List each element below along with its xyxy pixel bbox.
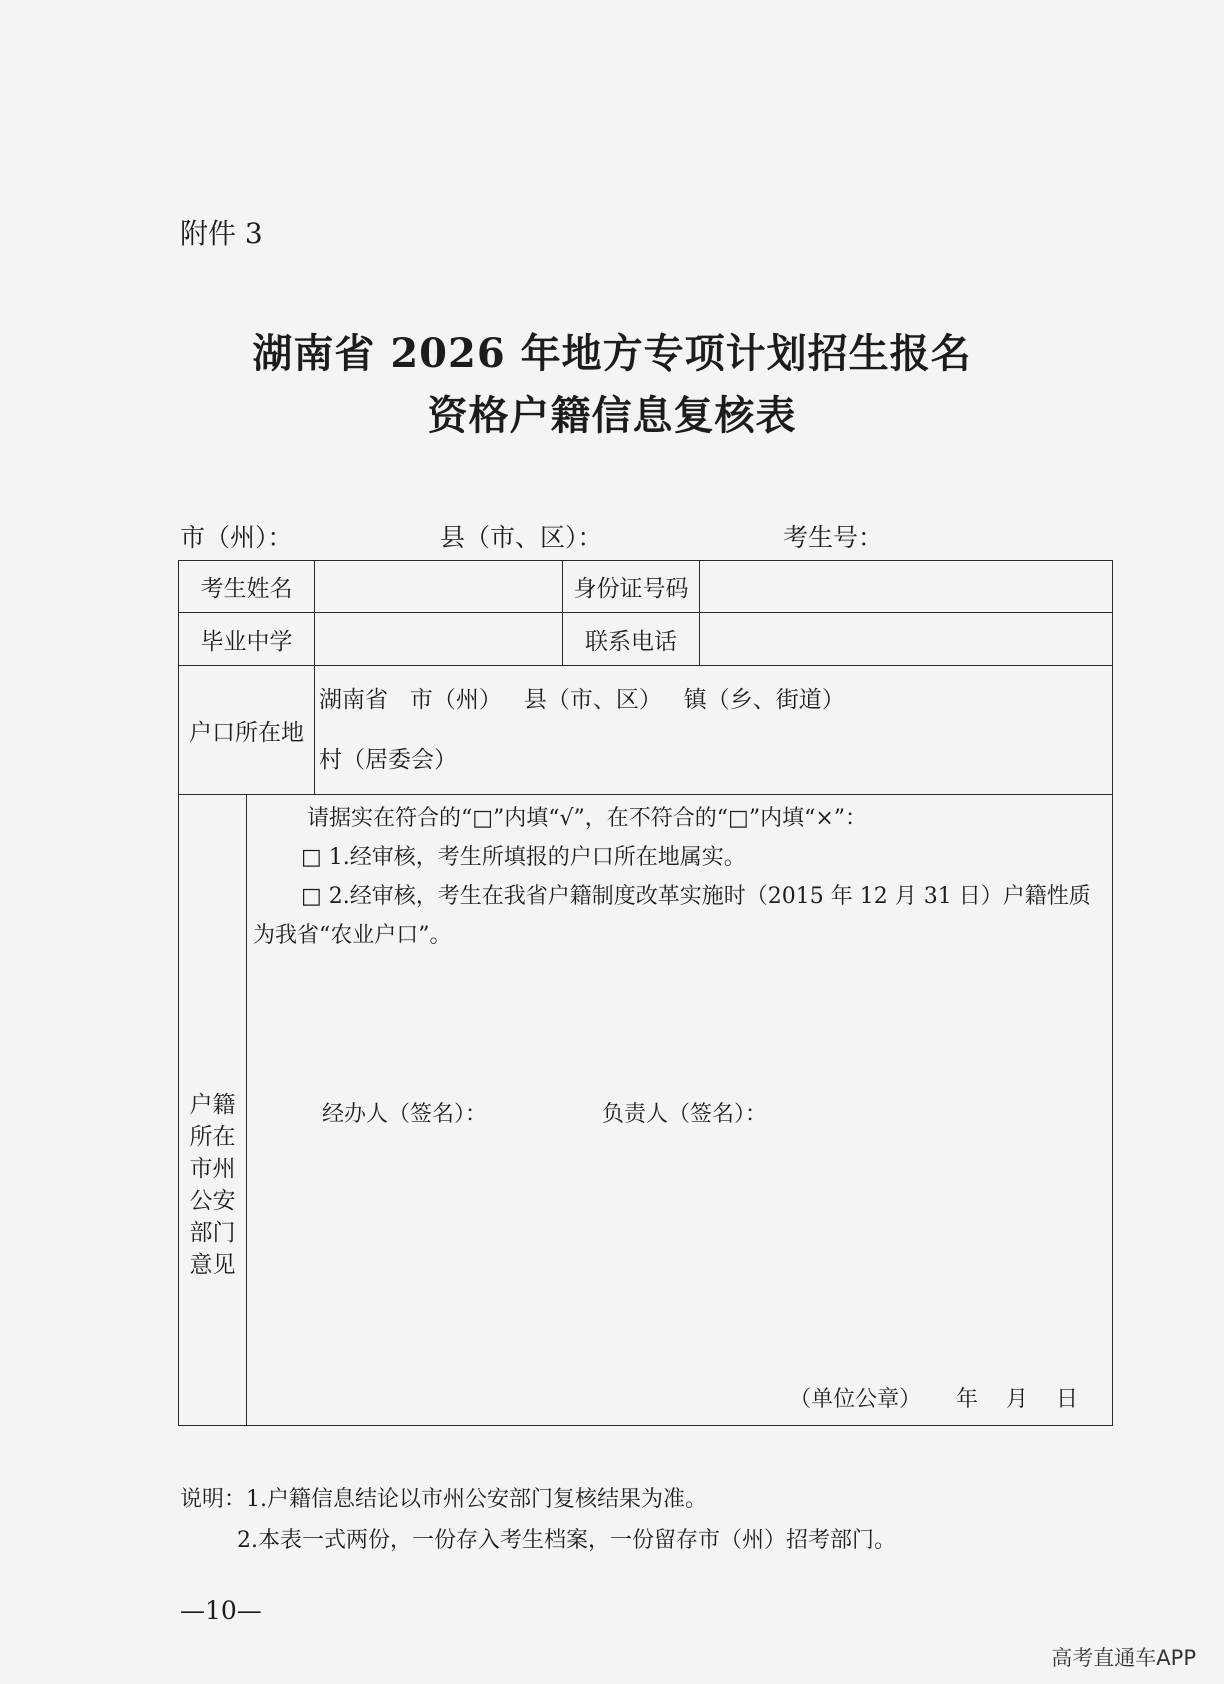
student-name-label: 考生姓名: [179, 561, 315, 613]
check-item-2-line2: 为我省“农业户口”。: [253, 923, 452, 948]
app-watermark: 高考直通车APP: [1051, 1646, 1196, 1670]
hukou-address-line1: 湖南省 市（州） 县（市、区） 镇（乡、街道）: [319, 687, 845, 713]
handler-signature-label: 经办人（签名）：: [322, 1102, 488, 1127]
hukou-location-cell: [315, 666, 1113, 795]
note-2: 2.本表一式两份，一份存入考生档案，一份留存市（州）招考部门。: [237, 1528, 896, 1553]
police-dept-opinion-cell: [247, 795, 1113, 1426]
phone-label: 联系电话: [563, 613, 700, 666]
verification-form-table: [178, 560, 1113, 1426]
note-1: 说明：1.户籍信息结论以市州公安部门复核结果为准。: [180, 1487, 707, 1512]
hukou-address-line2: 村（居委会）: [319, 747, 457, 773]
city-field-label: 市（州）：: [180, 523, 293, 552]
check-item-1: □ 1.经审核，考生所填报的户口所在地属实。: [301, 845, 746, 870]
police-dept-opinion-label: 户籍 所在 市州 公安 部门 意见: [179, 795, 247, 1426]
id-number-cell: [700, 561, 1113, 613]
form-title-line2: 资格户籍信息复核表: [427, 392, 797, 439]
county-field-label: 县（市、区）：: [440, 523, 603, 552]
exam-number-label: 考生号：: [783, 523, 884, 552]
leader-signature-label: 负责人（签名）：: [602, 1102, 768, 1127]
graduation-school-cell: [315, 613, 563, 666]
check-item-2-line1: □ 2.经审核，考生在我省户籍制度改革实施时（2015 年 12 月 31 日）户籍性质: [301, 884, 1091, 909]
hukou-location-label: 户口所在地: [179, 666, 315, 795]
student-name-cell: [315, 561, 563, 613]
graduation-school-label: 毕业中学: [179, 613, 315, 666]
instruction-text: 请据实在符合的“□”内填“√”，在不符合的“□”内填“×”：: [307, 806, 868, 831]
attachment-label: 附件 3: [180, 217, 263, 250]
official-stamp-date: （单位公章） 年 月 日: [789, 1387, 1078, 1412]
form-title-line1: 湖南省 2026 年地方专项计划招生报名: [252, 330, 972, 377]
id-number-label: 身份证号码: [563, 561, 700, 613]
page-number: —10—: [180, 1596, 262, 1625]
phone-cell: [700, 613, 1113, 666]
